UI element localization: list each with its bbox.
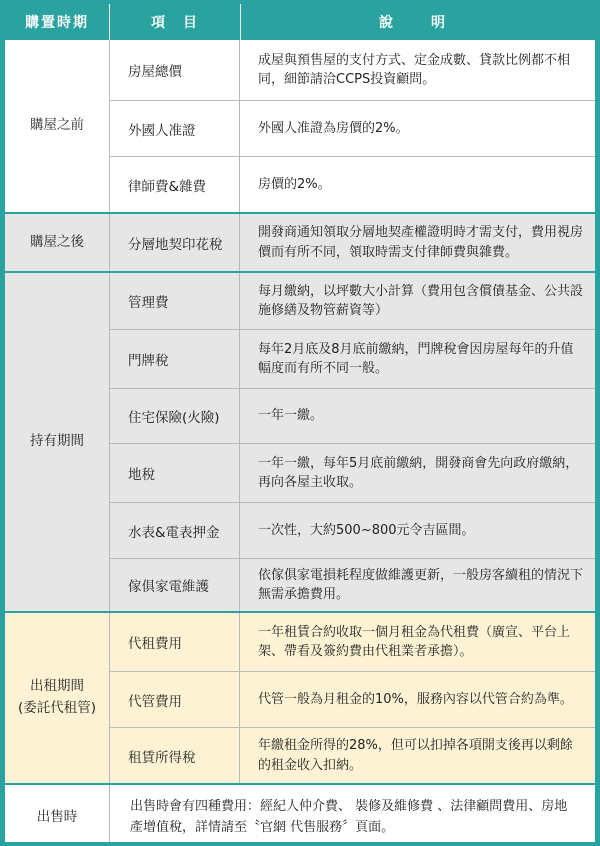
item-description: 一年一繳，每年5月底前繳納，開發商會先向政府繳納，再向各屋主收取。	[258, 455, 579, 490]
period-label-line1: 出租期間	[29, 678, 84, 695]
period-label-line2: (委託代租管)	[17, 700, 97, 716]
table-row	[110, 444, 595, 503]
item-description: 開發商通知領取分層地契產權證明時才需支付，費用視房價而有所不同，領取時需支付律師費與雜費。	[258, 225, 584, 260]
item-label: 地稅	[110, 444, 240, 502]
period-label: 購屋之後	[5, 214, 110, 271]
period-label: 出售時	[5, 785, 110, 844]
item-label: 外國人准證	[110, 101, 240, 156]
item-description: 外國人准證為房價的2%。	[258, 120, 409, 136]
section-sale	[5, 785, 595, 844]
fee-table	[3, 2, 597, 844]
table-row	[110, 503, 595, 559]
table-row	[110, 330, 595, 389]
item-description: 年繳租金所得的28%，但可以扣掉各項開支後再以剩餘的租金收入扣納。	[258, 738, 573, 773]
period-label: 持有期間	[5, 273, 110, 611]
item-label: 住宅保險(火險)	[110, 389, 240, 443]
item-description: 成屋與預售屋的支付方式、定金成數、貸款比例都不相同，細節請洽CCPS投資顧問。	[258, 52, 571, 87]
table-row	[110, 214, 595, 271]
sale-description: 出售時會有四種費用：經紀人仲介費、 裝修及維修費 、法律顧問費用、房地產增值稅，詳情請至〝官網 代售服務〞頁面。	[130, 798, 568, 835]
item-description: 代管一般為月租金的10%，服務內容以代管合約為準。	[258, 691, 573, 707]
item-label: 水表&電表押金	[110, 503, 240, 558]
item-label: 代管費用	[110, 672, 240, 727]
table-row	[110, 273, 595, 330]
table-row	[110, 389, 595, 444]
table-row	[110, 157, 595, 212]
item-label: 分層地契印花稅	[110, 214, 240, 271]
item-label: 管理費	[110, 273, 240, 329]
period-label: 購屋之前	[5, 40, 110, 212]
header-period: 購置時期	[5, 4, 110, 40]
table-row	[110, 613, 595, 672]
item-description: 一次性，大約500~800元令吉區間。	[258, 522, 475, 538]
item-description: 一年一繳。	[258, 408, 324, 424]
item-label: 門牌稅	[110, 330, 240, 388]
table-row	[110, 101, 595, 157]
table-header	[5, 4, 595, 40]
table-row	[110, 40, 595, 101]
item-label: 律師費&雜費	[110, 157, 240, 212]
table-row	[110, 559, 595, 611]
section-after-purchase	[5, 214, 595, 273]
section-before-purchase	[5, 40, 595, 214]
item-description: 房價的2%。	[258, 176, 331, 192]
table-row	[110, 728, 595, 783]
item-label: 租賃所得稅	[110, 728, 240, 783]
item-description: 一年租賃合約收取一個月租金為代租費（廣宣、平台上架、帶看及簽約費由代租業者承擔）。	[258, 624, 571, 659]
header-item: 項 目	[110, 4, 241, 40]
period-label	[5, 613, 110, 783]
section-holding-period	[5, 273, 595, 613]
item-description: 每月繳納，以坪數大小計算（費用包含償債基金、公共設施修繕及物管薪資等）	[258, 283, 584, 318]
item-label: 傢俱家電維護	[110, 559, 240, 611]
table-row	[110, 672, 595, 728]
item-description: 每年2月底及8月底前繳納，門牌稅會因房屋每年的升值幅度而有所不同一般。	[258, 341, 574, 376]
item-description: 依傢俱家電損耗程度做維護更新，一般房客續租的情況下無需承擔費用。	[258, 567, 584, 602]
header-description: 說 明	[379, 15, 457, 31]
item-label: 代租費用	[110, 613, 240, 671]
section-rental-period	[5, 613, 595, 785]
item-label: 房屋總價	[110, 40, 240, 100]
